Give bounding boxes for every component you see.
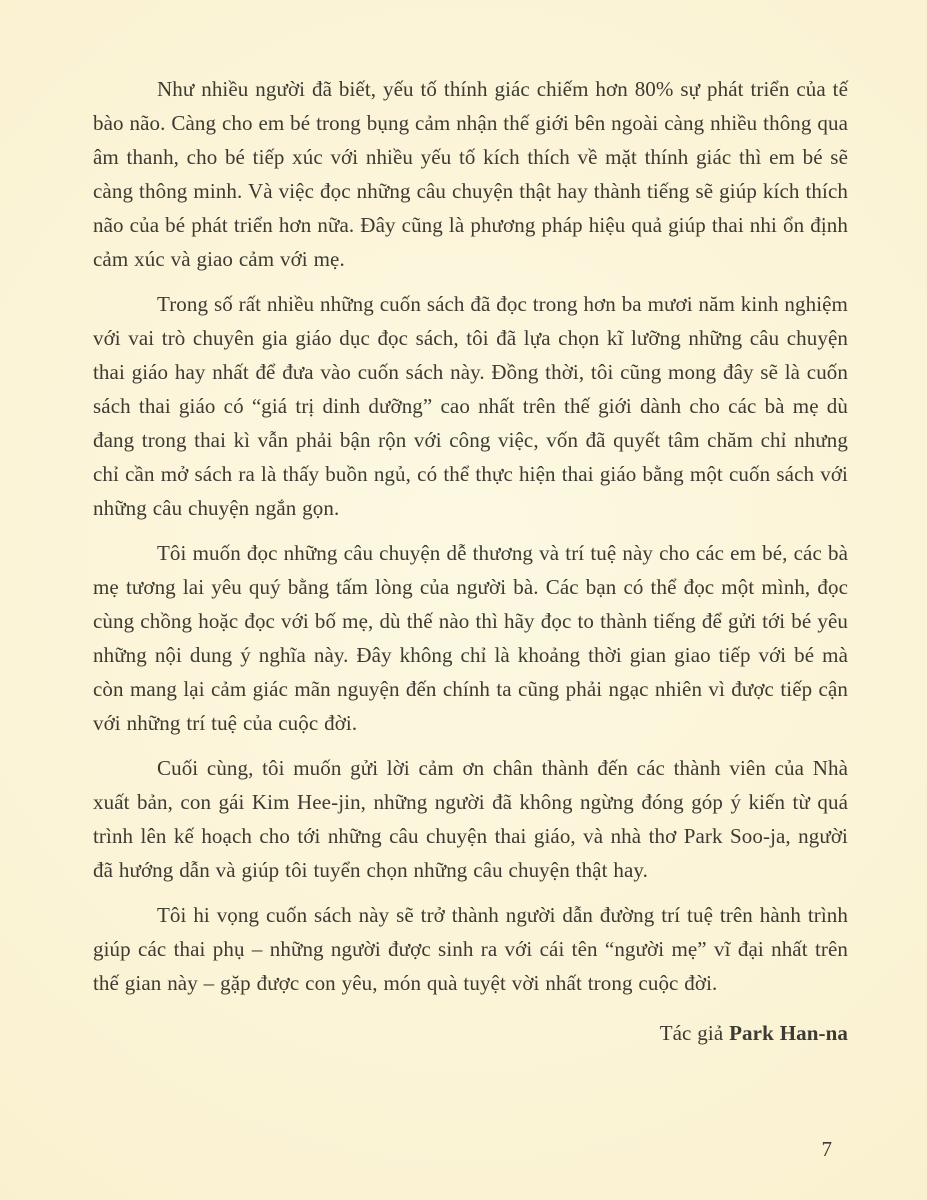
paragraph-1: Như nhiều người đã biết, yếu tố thính giác chiếm hơn 80% sự phát triển của tế bào não. Càng cho em bé trong bụng cảm nhận thế giới bên ngoài càng nhiều thông qua âm thanh, cho bé tiếp xúc với nhiều yếu tố kích thích về mặt thính giác thì em bé sẽ càng thông minh. Và việc đọc những câu chuyện thật hay thành tiếng sẽ giúp kích thích não của bé phát triển hơn nữa. Đây cũng là phương pháp hiệu quả giúp thai nhi ổn định cảm xúc và giao cảm với mẹ. bbox=[93, 77, 848, 271]
paragraph-4: Cuối cùng, tôi muốn gửi lời cảm ơn chân thành đến các thành viên của Nhà xuất bản, con gái Kim Hee-jin, những người đã không ngừng đóng góp ý kiến từ quá trình lên kế hoạch cho tới những câu chuyện thai giáo, và nhà thơ Park Soo-ja, người đã hướng dẫn và giúp tôi tuyển chọn những câu chuyện thật hay. bbox=[93, 756, 848, 882]
paragraph-5: Tôi hi vọng cuốn sách này sẽ trở thành người dẫn đường trí tuệ trên hành trình giúp các thai phụ – những người được sinh ra với cái tên “người mẹ” vĩ đại nhất trên thế gian này – gặp được con yêu, món quà tuyệt vời nhất trong cuộc đời. bbox=[93, 903, 848, 995]
author-signature bbox=[93, 1016, 848, 1050]
paragraph-3: Tôi muốn đọc những câu chuyện dễ thương và trí tuệ này cho các em bé, các bà mẹ tương lai yêu quý bằng tấm lòng của người bà. Các bạn có thể đọc một mình, đọc cùng chồng hoặc đọc với bố mẹ, dù thế nào thì hãy đọc to thành tiếng để gửi tới bé yêu những nội dung ý nghĩa này. Đây không chỉ là khoảng thời gian giao tiếp với bé mà còn mang lại cảm giác mãn nguyện đến chính ta cũng phải ngạc nhiên vì được tiếp cận với những trí tuệ của cuộc đời. bbox=[93, 541, 848, 735]
author-name: Park Han-na bbox=[729, 1021, 848, 1045]
signature-prefix: Tác giả bbox=[659, 1021, 730, 1045]
paragraph-2: Trong số rất nhiều những cuốn sách đã đọc trong hơn ba mươi năm kinh nghiệm với vai trò chuyên gia giáo dục đọc sách, tôi đã lựa chọn kĩ lưỡng những câu chuyện thai giáo hay nhất để đưa vào cuốn sách này. Đồng thời, tôi cũng mong đây sẽ là cuốn sách thai giáo có “giá trị dinh dưỡng” cao nhất trên thế giới dành cho các bà mẹ dù đang trong thai kì vẫn phải bận rộn với công việc, vốn đã quyết tâm chăm chỉ nhưng chỉ cần mở sách ra là thấy buồn ngủ, có thể thực hiện thai giáo bằng một cuốn sách với những câu chuyện ngắn gọn. bbox=[93, 292, 848, 520]
text-block bbox=[93, 72, 848, 1050]
page-number: 7 bbox=[821, 1137, 832, 1161]
